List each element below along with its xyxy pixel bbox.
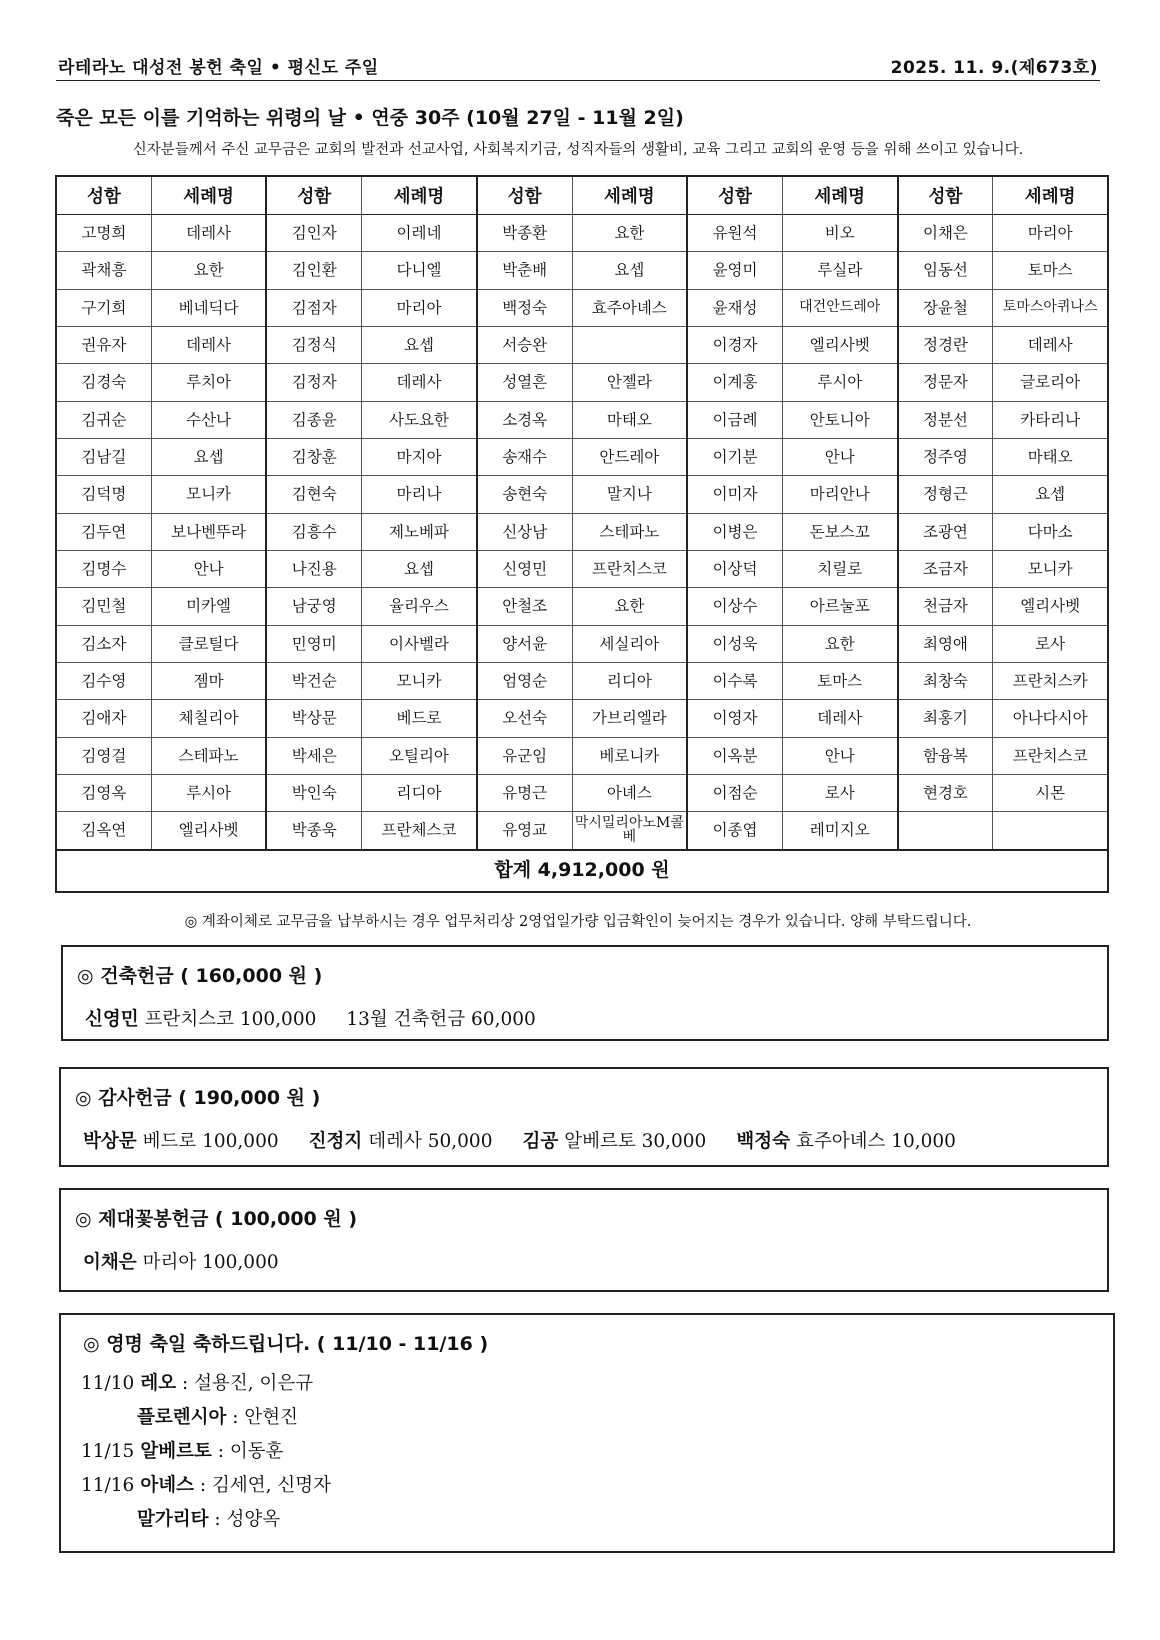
baptismal-name-cell: 글로리아 (993, 364, 1108, 401)
saint-name: 레오 (140, 1373, 177, 1394)
baptismal-name-cell: 엘리사벳 (993, 588, 1108, 625)
donor-name-cell: 김점자 (266, 289, 361, 326)
baptismal-name-cell: 스테파노 (572, 513, 687, 550)
baptismal-name-cell: 엘리사벳 (782, 326, 897, 363)
baptismal-name-cell: 요한 (572, 215, 687, 252)
baptismal-name-cell: 요셉 (151, 438, 266, 475)
donor-name-cell: 정분선 (898, 401, 993, 438)
donor-name-cell: 조금자 (898, 550, 993, 587)
offering-donor-name: 김공 (522, 1131, 559, 1152)
column-header-name: 성함 (687, 176, 782, 215)
baptismal-name-cell: 스테파노 (151, 737, 266, 774)
total-amount: 합계 4,912,000 원 (56, 850, 1108, 892)
table-row (56, 476, 1108, 513)
baptismal-name-cell: 레미지오 (782, 812, 897, 850)
baptismal-name-cell: 젬마 (151, 662, 266, 699)
baptismal-name-cell: 마리아 (993, 215, 1108, 252)
donor-name-cell: 최창숙 (898, 662, 993, 699)
baptismal-name-cell: 안젤라 (572, 364, 687, 401)
baptismal-name-cell: 안나 (782, 737, 897, 774)
donor-name-cell: 김옥연 (56, 812, 151, 850)
donor-name-cell: 김애자 (56, 700, 151, 737)
flower-offering-box (59, 1188, 1109, 1292)
baptismal-name-cell: 로사 (993, 625, 1108, 662)
baptismal-name-cell: 안나 (151, 550, 266, 587)
offering-entry (83, 1252, 279, 1273)
baptismal-name-cell: 보나벤뚜라 (151, 513, 266, 550)
column-header-name: 성함 (898, 176, 993, 215)
table-row (56, 326, 1108, 363)
donor-name-cell: 김창훈 (266, 438, 361, 475)
donor-name-cell: 이영자 (687, 700, 782, 737)
baptismal-name-cell: 대건안드레아 (782, 289, 897, 326)
donor-name-cell: 이금례 (687, 401, 782, 438)
donor-name-cell: 장윤철 (898, 289, 993, 326)
donor-name-cell: 김인자 (266, 215, 361, 252)
donor-name-cell: 송현숙 (477, 476, 572, 513)
building-offering-box (61, 945, 1109, 1041)
baptismal-name-cell: 율리우스 (362, 588, 477, 625)
offering-donor-name: 신영민 (85, 1009, 139, 1030)
baptismal-name-cell: 체칠리아 (151, 700, 266, 737)
donor-name-cell: 이상수 (687, 588, 782, 625)
donor-name-cell: 유군임 (477, 737, 572, 774)
baptismal-name-cell: 프란치스코 (572, 550, 687, 587)
donor-name-cell: 남궁영 (266, 588, 361, 625)
offering-entry (85, 1009, 316, 1030)
baptismal-name-cell: 데레사 (151, 215, 266, 252)
donor-name-cell: 이상덕 (687, 550, 782, 587)
donor-name-cell: 구기희 (56, 289, 151, 326)
donor-name-cell: 안철조 (477, 588, 572, 625)
feast-day-box-title: ◎ 영명 축일 축하드립니다. ( 11/10 - 11/16 ) (83, 1333, 489, 1355)
column-header-name: 성함 (477, 176, 572, 215)
table-row (56, 774, 1108, 811)
intro-text: 신자분들께서 주신 교무금은 교회의 발전과 선교사업, 사회복지기금, 성직자들의 생활비, 교육 그리고 교회의 운영 등을 위해 쓰이고 있습니다. (132, 142, 1024, 158)
offering-detail: 베드로 100,000 (142, 1131, 279, 1152)
celebrant-names: 김세연, 신명자 (211, 1475, 331, 1496)
baptismal-name-cell: 요한 (572, 588, 687, 625)
offering-entry (83, 1131, 279, 1152)
donor-name-cell: 이경자 (687, 326, 782, 363)
donor-name-cell: 김민철 (56, 588, 151, 625)
baptismal-name-cell: 토마스아퀴나스 (993, 289, 1108, 326)
donor-name-cell: 김인환 (266, 252, 361, 289)
baptismal-name-cell (993, 812, 1108, 850)
table-row (56, 700, 1108, 737)
thanks-offering-box (59, 1067, 1109, 1167)
column-header-baptism: 세례명 (151, 176, 266, 215)
donor-name-cell: 송재수 (477, 438, 572, 475)
baptismal-name-cell: 요한 (782, 625, 897, 662)
baptismal-name-cell: 시몬 (993, 774, 1108, 811)
baptismal-name-cell: 치릴로 (782, 550, 897, 587)
baptismal-name-cell: 베네딕다 (151, 289, 266, 326)
donor-name-cell: 정문자 (898, 364, 993, 401)
table-row (56, 662, 1108, 699)
baptismal-name-cell: 말지나 (572, 476, 687, 513)
donor-name-cell: 박종환 (477, 215, 572, 252)
section-headline: 죽은 모든 이를 기억하는 위령의 날 • 연중 30주 (10월 27일 - 11월 2일) (56, 107, 684, 129)
flower-offering-list (83, 1248, 309, 1274)
column-header-baptism: 세례명 (572, 176, 687, 215)
donor-name-cell: 김소자 (56, 625, 151, 662)
donor-name-cell: 박춘배 (477, 252, 572, 289)
saint-name: 알베르토 (140, 1441, 212, 1462)
column-header-baptism: 세례명 (362, 176, 477, 215)
baptismal-name-cell: 비오 (782, 215, 897, 252)
baptismal-name-cell: 프란치스코 (993, 737, 1108, 774)
donor-name-cell: 이병은 (687, 513, 782, 550)
donor-name-cell: 김귀순 (56, 401, 151, 438)
baptismal-name-cell: 다니엘 (362, 252, 477, 289)
table-row (56, 625, 1108, 662)
baptismal-name-cell: 다마소 (993, 513, 1108, 550)
donor-name-cell: 김남길 (56, 438, 151, 475)
donor-name-cell: 김덕명 (56, 476, 151, 513)
baptismal-name-cell: 요셉 (362, 326, 477, 363)
feast-day-entry: 말가리타 : 성양옥 (137, 1509, 281, 1530)
baptismal-name-cell: 로사 (782, 774, 897, 811)
donor-name-cell: 현경호 (898, 774, 993, 811)
baptismal-name-cell: 리디아 (362, 774, 477, 811)
baptismal-name-cell: 베드로 (362, 700, 477, 737)
column-header-baptism: 세례명 (993, 176, 1108, 215)
building-offering-title: ◎ 건축헌금 ( 160,000 원 ) (77, 965, 323, 987)
donor-name-cell: 김경숙 (56, 364, 151, 401)
donor-name-cell: 김현숙 (266, 476, 361, 513)
donor-name-cell: 박인숙 (266, 774, 361, 811)
donor-name-cell: 이계홍 (687, 364, 782, 401)
thanks-offering-list (83, 1127, 986, 1153)
feast-date: 11/16 (81, 1475, 135, 1496)
offering-donor-name: 이채은 (83, 1252, 137, 1273)
donor-name-cell: 김정식 (266, 326, 361, 363)
table-row (56, 401, 1108, 438)
baptismal-name-cell: 프란치스카 (993, 662, 1108, 699)
offering-donor-name: 진정지 (308, 1131, 363, 1152)
celebrant-names: 안현진 (244, 1407, 298, 1428)
column-header-baptism: 세례명 (782, 176, 897, 215)
donor-name-cell: 나진용 (266, 550, 361, 587)
offering-donor-name: 백정숙 (736, 1131, 790, 1152)
offering-entry (736, 1131, 956, 1152)
baptismal-name-cell: 토마스 (782, 662, 897, 699)
saint-name: 말가리타 (137, 1509, 209, 1530)
donor-name-cell: 곽채흥 (56, 252, 151, 289)
baptismal-name-cell: 안드레아 (572, 438, 687, 475)
donor-name-cell: 성열흔 (477, 364, 572, 401)
table-row (56, 289, 1108, 326)
celebrant-names: 이동훈 (229, 1441, 284, 1462)
donor-name-cell: 유영교 (477, 812, 572, 850)
transfer-notice: ◎ 계좌이체로 교무금을 납부하시는 경우 업무처리상 2영업일가량 입금확인이 늦어지는 경우가 있습니다. 양해 부탁드립니다. (184, 914, 972, 930)
feast-day-entry: 11/10 레오 : 설용진, 이은규 (81, 1373, 314, 1394)
baptismal-name-cell: 아녜스 (572, 774, 687, 811)
baptismal-name-cell: 마태오 (993, 438, 1108, 475)
baptismal-name-cell: 루실라 (782, 252, 897, 289)
baptismal-name-cell: 세실리아 (572, 625, 687, 662)
baptismal-name-cell: 루시아 (151, 774, 266, 811)
donor-name-cell: 이미자 (687, 476, 782, 513)
offering-detail: 알베르토 30,000 (564, 1131, 707, 1152)
donor-name-cell: 임동선 (898, 252, 993, 289)
donor-name-cell: 정경란 (898, 326, 993, 363)
thanks-offering-title: ◎ 감사헌금 ( 190,000 원 ) (75, 1087, 321, 1109)
saint-name: 아녜스 (140, 1475, 194, 1496)
baptismal-name-cell: 루치아 (151, 364, 266, 401)
baptismal-name-cell: 엘리사벳 (151, 812, 266, 850)
baptismal-name-cell: 요셉 (362, 550, 477, 587)
baptismal-name-cell: 리디아 (572, 662, 687, 699)
baptismal-name-cell: 안나 (782, 438, 897, 475)
donor-name-cell: 엄영순 (477, 662, 572, 699)
feast-day-entry: 플로렌시아 : 안현진 (137, 1407, 298, 1428)
baptismal-name-cell: 이사벨라 (362, 625, 477, 662)
feast-date: 11/15 (81, 1441, 135, 1462)
table-row (56, 252, 1108, 289)
baptismal-name-cell: 마리아 (362, 289, 477, 326)
baptismal-name-cell: 모니카 (362, 662, 477, 699)
donor-name-cell: 소경옥 (477, 401, 572, 438)
table-row (56, 812, 1108, 850)
baptismal-name-cell: 요셉 (572, 252, 687, 289)
offering-detail: 13월 건축헌금 60,000 (346, 1009, 536, 1030)
baptismal-name-cell: 요한 (151, 252, 266, 289)
baptismal-name-cell: 모니카 (151, 476, 266, 513)
donor-name-cell: 유명근 (477, 774, 572, 811)
baptismal-name-cell: 오틸리아 (362, 737, 477, 774)
baptismal-name-cell (572, 326, 687, 363)
building-offering-list (85, 1005, 566, 1031)
flower-offering-title: ◎ 제대꽃봉헌금 ( 100,000 원 ) (75, 1208, 358, 1230)
donor-name-cell: 최영애 (898, 625, 993, 662)
donor-name-cell: 이기분 (687, 438, 782, 475)
baptismal-name-cell: 데레사 (362, 364, 477, 401)
table-row (56, 364, 1108, 401)
baptismal-name-cell: 이레네 (362, 215, 477, 252)
donor-name-cell: 김수영 (56, 662, 151, 699)
offering-detail: 마리아 100,000 (142, 1252, 279, 1273)
table-header-row (56, 176, 1108, 215)
baptismal-name-cell: 클로틸다 (151, 625, 266, 662)
baptismal-name-cell: 마리나 (362, 476, 477, 513)
column-header-name: 성함 (266, 176, 361, 215)
donor-name-cell: 박건순 (266, 662, 361, 699)
table-row (56, 588, 1108, 625)
donor-name-cell: 유원석 (687, 215, 782, 252)
donor-name-cell: 김정자 (266, 364, 361, 401)
baptismal-name-cell: 막시밀리아노M콜베 (572, 812, 687, 850)
table-row (56, 737, 1108, 774)
baptismal-name-cell: 토마스 (993, 252, 1108, 289)
baptismal-name-cell: 효주아녜스 (572, 289, 687, 326)
baptismal-name-cell: 프란체스코 (362, 812, 477, 850)
offering-entry (309, 1131, 493, 1152)
baptismal-name-cell: 수산나 (151, 401, 266, 438)
baptismal-name-cell: 데레사 (993, 326, 1108, 363)
donor-name-cell: 최홍기 (898, 700, 993, 737)
baptismal-name-cell: 요셉 (993, 476, 1108, 513)
donor-name-cell: 김영옥 (56, 774, 151, 811)
feast-day-entry: 11/15 알베르토 : 이동훈 (81, 1441, 284, 1462)
table-row (56, 215, 1108, 252)
table-row (56, 550, 1108, 587)
offering-detail: 효주아녜스 10,000 (795, 1131, 956, 1152)
celebrant-names: 설용진, 이은규 (194, 1373, 314, 1394)
baptismal-name-cell: 데레사 (782, 700, 897, 737)
total-row (56, 850, 1108, 892)
baptismal-name-cell: 마태오 (572, 401, 687, 438)
donor-name-cell (898, 812, 993, 850)
donor-name-cell: 윤영미 (687, 252, 782, 289)
baptismal-name-cell: 데레사 (151, 326, 266, 363)
donor-name-cell: 이옥분 (687, 737, 782, 774)
donor-name-cell: 윤재성 (687, 289, 782, 326)
donor-name-cell: 고명희 (56, 215, 151, 252)
donor-name-cell: 박종욱 (266, 812, 361, 850)
offering-detail: 데레사 50,000 (368, 1131, 493, 1152)
feast-day-entry: 11/16 아녜스 : 김세연, 신명자 (81, 1475, 331, 1496)
saint-name: 플로렌시아 (137, 1407, 227, 1428)
donor-name-cell: 박세은 (266, 737, 361, 774)
donor-name-cell: 이수록 (687, 662, 782, 699)
bulletin-header (56, 50, 1100, 81)
donor-name-cell: 박상문 (266, 700, 361, 737)
offering-detail: 프란치스코 100,000 (144, 1009, 317, 1030)
donor-name-cell: 이채은 (898, 215, 993, 252)
donor-name-cell: 백정숙 (477, 289, 572, 326)
donor-name-cell: 이점순 (687, 774, 782, 811)
donor-name-cell: 이종엽 (687, 812, 782, 850)
baptismal-name-cell: 돈보스꼬 (782, 513, 897, 550)
offering-entry (522, 1131, 706, 1152)
donor-name-cell: 김흥수 (266, 513, 361, 550)
donor-name-cell: 김영걸 (56, 737, 151, 774)
baptismal-name-cell: 제노베파 (362, 513, 477, 550)
baptismal-name-cell: 마지아 (362, 438, 477, 475)
donor-name-cell: 권유자 (56, 326, 151, 363)
baptismal-name-cell: 모니카 (993, 550, 1108, 587)
baptismal-name-cell: 마리안나 (782, 476, 897, 513)
baptismal-name-cell: 카타리나 (993, 401, 1108, 438)
issue-date: 2025. 11. 9.(제673호) (890, 58, 1098, 78)
donor-name-cell: 민영미 (266, 625, 361, 662)
donor-table (55, 175, 1109, 893)
baptismal-name-cell: 베로니카 (572, 737, 687, 774)
donor-name-cell: 천금자 (898, 588, 993, 625)
baptismal-name-cell: 루시아 (782, 364, 897, 401)
donor-name-cell: 서승완 (477, 326, 572, 363)
column-header-name: 성함 (56, 176, 151, 215)
donor-name-cell: 조광연 (898, 513, 993, 550)
donor-name-cell: 이성욱 (687, 625, 782, 662)
donor-name-cell: 김종윤 (266, 401, 361, 438)
baptismal-name-cell: 안토니아 (782, 401, 897, 438)
donor-name-cell: 양서윤 (477, 625, 572, 662)
donor-name-cell: 김명수 (56, 550, 151, 587)
feast-day-title: 라테라노 대성전 봉헌 축일 • 평신도 주일 (58, 58, 379, 78)
feast-date: 11/10 (81, 1373, 135, 1394)
baptismal-name-cell: 미카엘 (151, 588, 266, 625)
feast-day-box (59, 1313, 1115, 1553)
baptismal-name-cell: 아나다시아 (993, 700, 1108, 737)
baptismal-name-cell: 사도요한 (362, 401, 477, 438)
baptismal-name-cell: 아르눌포 (782, 588, 897, 625)
donor-name-cell: 오선숙 (477, 700, 572, 737)
donor-name-cell: 함융복 (898, 737, 993, 774)
donor-name-cell: 정형근 (898, 476, 993, 513)
offering-donor-name: 박상문 (83, 1131, 137, 1152)
celebrant-names: 성양옥 (226, 1509, 281, 1530)
donor-name-cell: 김두연 (56, 513, 151, 550)
table-row (56, 513, 1108, 550)
donor-name-cell: 신상남 (477, 513, 572, 550)
baptismal-name-cell: 가브리엘라 (572, 700, 687, 737)
table-body (56, 215, 1108, 893)
donor-name-cell: 신영민 (477, 550, 572, 587)
offering-entry (346, 1009, 535, 1030)
donor-name-cell: 정주영 (898, 438, 993, 475)
table-row (56, 438, 1108, 475)
